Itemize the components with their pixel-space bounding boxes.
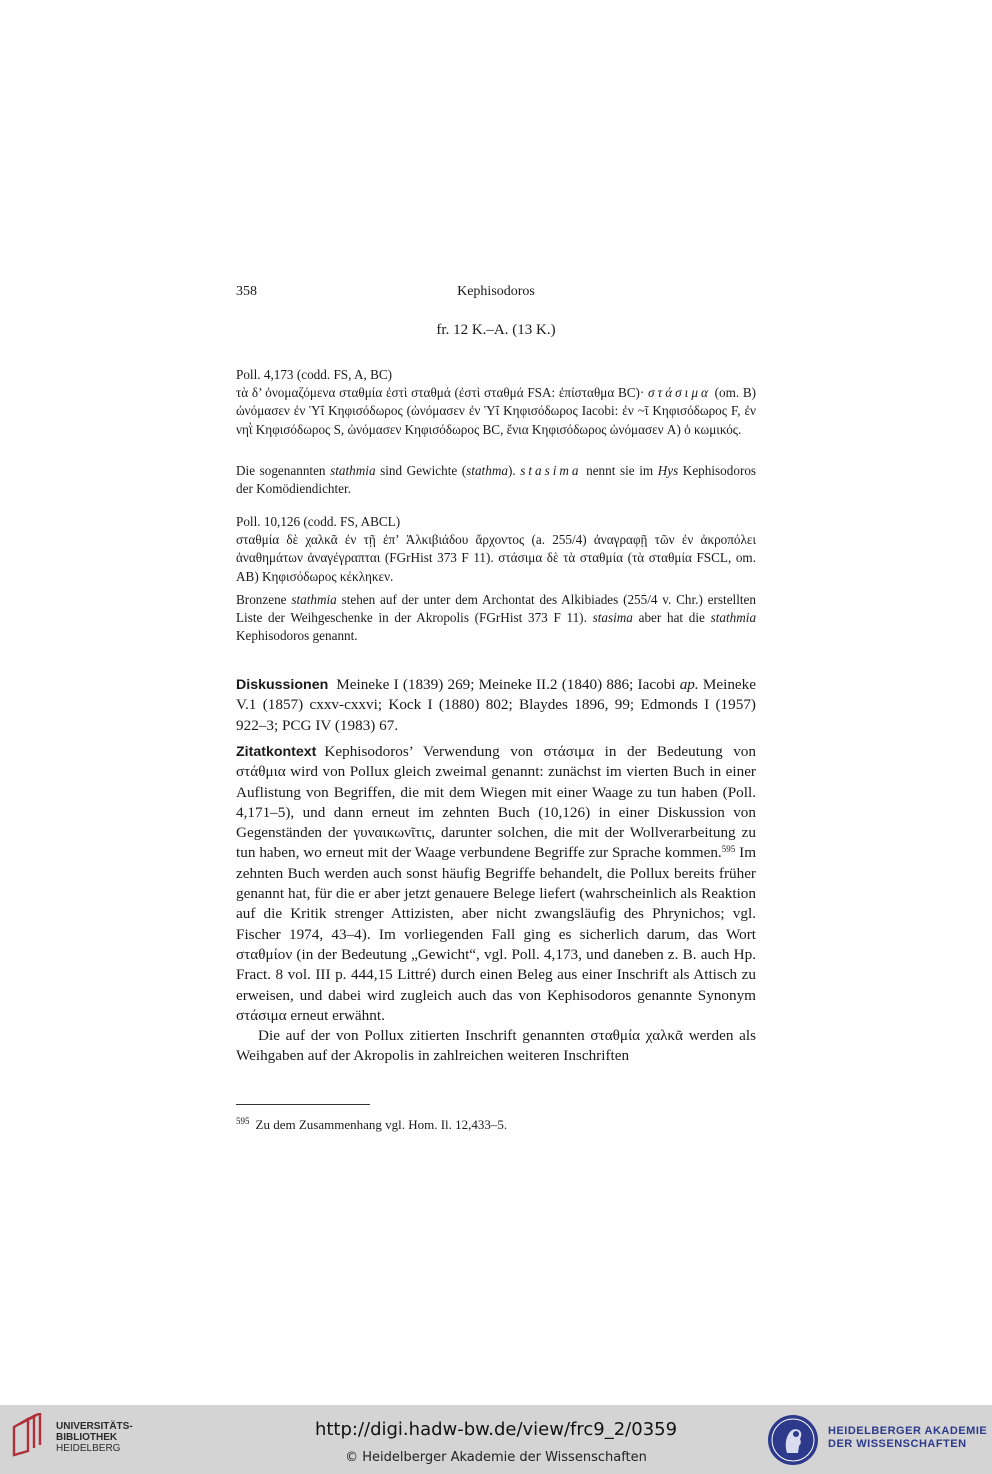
- fragment-alt-number: (13 K.): [512, 322, 556, 338]
- academy-seal-icon[interactable]: [766, 1413, 820, 1467]
- source-2-reference: Poll. 10,126 (codd. FS, ABCL): [236, 514, 401, 529]
- footnote-reference[interactable]: 595: [721, 844, 736, 855]
- footnote-number: 595: [236, 1116, 250, 1126]
- page-header: [236, 284, 756, 302]
- zitatkontext-paragraph-2: Die auf der von Pollux zitierten Inschrift genannten σταθμία χαλκᾶ werden als Weihgaben auf der Akropolis in zahlreichen weiteren Inschriften: [236, 1027, 756, 1065]
- translation-1: Die sogenannten stathmia sind Gewichte (stathma). stasima nennt sie im Hys Kephisodoros der Komödiendichter.: [236, 463, 757, 497]
- zitatkontext-paragraph-1: Zitatkontext Kephisodoros’ Verwendung von στάσιμα in der Bedeutung von στάθμια wird von Pollux gleich zweimal genannt: zunächst im vierten Buch in einer Auflistung von Begriffen, die mit dem Wiegen mit einer Waage zu tun haben (Poll. 4,171–5), und dann erneut im zehnten Buch (10,126) in einer Diskussion von Gegenständen der γυναικωνῖτις, darunter solchen, die mit der Wollverarbeitung zu tun haben, wo erneut mit der Waage verbundene Begriffe zur Sprache kommen.$^{595}$ Im zehnten Buch werden auch sonst häufig Begriffe behandelt, die Pollux bereits früher genannt hat, für die er aber jetzt genauere Belege liefert (wahrscheinlich als Reaktion auf die Kritik strenger Attizisten, aber nicht zwangsläufig des Phrynichos; vgl. Fischer 1974, 43–4). Im vorliegenden Fall ging es sicherlich darum, das Wort σταθμίον (in der Bedeutung „Gewicht“, vgl. Poll. 4,173, und daneben z. B. auch Hp. Fract. 8 vol. III p. 444,15 Littré) durch einen Beleg aus einer Inschrift als Attisch zu erweisen, und dabei wird zugleich auch das von Kephisodoros genannte Synonym στάσιμα erneut erwähnt.: [236, 743, 757, 1024]
- diskussionen-section: Diskussionen Meineke I (1839) 269; Meineke II.2 (1840) 886; Iacobi ap. Meineke V.1 (1857) cxxv-cxxvi; Kock I (1880) 802; Blaydes 1896, 99; Edmonds I (1957) 922–3; PCG IV (1983) 67.: [236, 676, 756, 734]
- diskussionen-label: Diskussionen: [236, 677, 329, 693]
- source-1-greek: τὰ δ’ ὀνομαζόμενα σταθμία ἐστὶ σταθμά (ἐστὶ σταθμά FSA: ἐπίσταθμα BC)· στάσιμα (om. B) ὠνόμασεν ἐν Ὑΐ Κηφισόδωρος (ὠνόμασεν ἐν Ὑΐ Κηφισόδωρος Iacobi: ἐν ~ῖ Κηφισόδωρος F, ἐν νηῒ Κηφισόδωρος S, ὠνόμασεν Κηφισόδωρος BC, ἔνια Κηφισόδωρος ὠνόμασεν A) ὁ κωμικός.: [236, 385, 757, 437]
- page-number: 358: [236, 284, 257, 299]
- copyright-notice: © Heidelberger Akademie der Wissenschaften: [345, 1450, 647, 1465]
- academy-name: HEIDELBERGER AKADEMIE DER WISSENSCHAFTEN: [828, 1425, 988, 1450]
- footnote-divider: [236, 1104, 370, 1105]
- fragment-number: fr. 12 K.–A.: [436, 322, 509, 338]
- source-2: [236, 513, 756, 586]
- zitatkontext-section: [236, 742, 756, 1067]
- source-1-reference: Poll. 4,173 (codd. FS, A, BC): [236, 367, 393, 382]
- source-2-greek: σταθμία δὲ χαλκᾶ ἐν τῇ ἐπ’ Ἀλκιβιάδου ἄρχοντος (a. 255/4) ἀναγραφῇ τῶν ἐν ἀκροπόλει ἀναθημάτων ἀναγέγραπται (FGrHist 373 F 11). στάσιμα δὲ τὰ σταθμία (τὰ σταθμία FSCL, om. AB) Κηφισόδωρος κέκληκεν.: [236, 532, 756, 584]
- viewer-footer-bar: [0, 1405, 992, 1474]
- running-title: Kephisodoros: [457, 284, 535, 299]
- zitatkontext-label: Zitatkontext: [236, 744, 317, 760]
- translation-2: Bronzene stathmia stehen auf der unter dem Archontat des Alkibiades (255/4 v. Chr.) erstellten Liste der Weihgeschenke in der Akropolis (FGrHist 373 F 11). stasima aber hat die stathmia Kephisodoros genannt.: [236, 592, 757, 644]
- footnote: [236, 1116, 756, 1133]
- university-library-name: UNIVERSITÄTS- BIBLIOTHEK HEIDELBERG: [56, 1421, 133, 1454]
- fragment-title: [236, 322, 756, 339]
- permalink-url[interactable]: http://digi.hadw-bw.de/view/frc9_2/0359: [314, 1419, 678, 1440]
- source-1: [236, 366, 756, 439]
- footnote-text: Zu dem Zusammenhang vgl. Hom. Il. 12,433–5.: [255, 1117, 508, 1132]
